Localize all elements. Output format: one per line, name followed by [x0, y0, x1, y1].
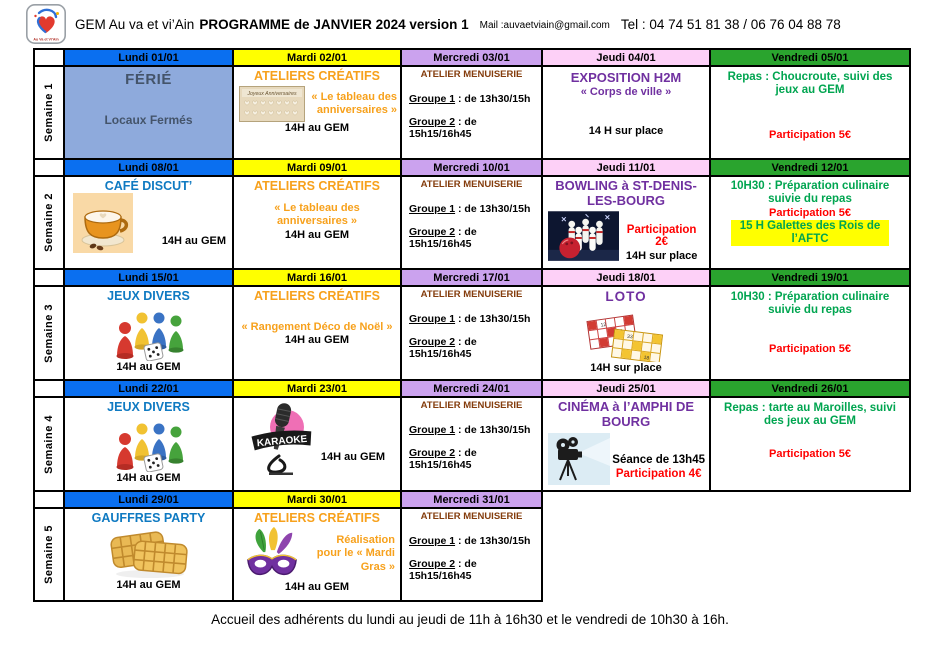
day-header-lundi-22-01: Lundi 22/01	[64, 380, 233, 397]
karaoke-banner-label: KARAOKE	[256, 433, 308, 450]
event-time: 14H au GEM	[284, 122, 350, 134]
event-cell-karaoke	[233, 397, 401, 491]
event-title: JEUX DIVERS	[107, 400, 190, 415]
week-label: Semaine 2	[43, 193, 55, 252]
event-title: ATELIER MENUISERIE	[420, 511, 523, 523]
day-header-vendredi-12-01: Vendredi 12/01	[710, 159, 910, 176]
event-cell-repas	[710, 397, 910, 491]
corner-cell	[34, 380, 64, 397]
event-title: ATELIERS CRÉATIFS	[254, 289, 380, 303]
event-time: 14H au GEM	[116, 579, 181, 592]
event-title: ATELIERS CRÉATIFS	[254, 179, 380, 193]
event-time: 14H au GEM	[116, 361, 181, 373]
event-title: EXPOSITION H2M	[570, 70, 682, 85]
board-game-pawns-icon	[109, 416, 189, 472]
week-label-cell	[34, 508, 64, 601]
group1-line: Groupe 1 : de 13h30/15h	[409, 424, 531, 437]
week-label-cell	[34, 286, 64, 380]
event-time: 14H sur place	[590, 362, 662, 375]
film-projector-icon	[548, 433, 610, 485]
week2-content-row	[34, 176, 910, 269]
day-header-mardi-09-01: Mardi 09/01	[233, 159, 401, 176]
week-label-cell	[34, 66, 64, 159]
event-title: ATELIER MENUISERIE	[420, 69, 523, 80]
day-header-lundi-15-01: Lundi 15/01	[64, 269, 233, 286]
event-cell-ateliers-creatifs	[233, 508, 401, 601]
event-cell-jeux-divers	[64, 286, 233, 380]
event-cell-gauffres	[64, 508, 233, 601]
event-title: GAUFFRES PARTY	[91, 511, 206, 526]
event-title: ATELIER MENUISERIE	[420, 400, 523, 412]
carnival-mask-icon	[245, 527, 299, 581]
group1-line: Groupe 1 : de 13h30/15h	[409, 203, 531, 215]
group2-line: Groupe 2 : de 15h15/16h45	[409, 447, 477, 472]
day-header-mardi-30-01: Mardi 30/01	[233, 491, 401, 508]
board-game-pawns-icon	[109, 305, 189, 361]
svg-text:12: 12	[600, 321, 607, 329]
event-title: Repas : tarte au Maroilles, suivi des jeux au GEM	[724, 402, 896, 427]
event-cell-menuiserie	[401, 508, 542, 601]
event-cell-repas	[710, 66, 910, 159]
week4-content-row	[34, 397, 910, 491]
coffee-cup-icon	[73, 193, 133, 253]
empty-cell	[710, 491, 910, 508]
event-fee: Participation 2€	[626, 224, 697, 249]
document-header	[26, 4, 841, 44]
waffles-icon	[106, 529, 192, 579]
event-time: 14H sur place	[625, 250, 698, 263]
bowling-pins-icon	[548, 211, 619, 261]
week3-content-row	[34, 286, 910, 380]
event-time: 14H au GEM	[116, 472, 181, 485]
week-label-cell	[34, 397, 64, 491]
week3-day-header-row	[34, 269, 910, 286]
event-time: 14H au GEM	[320, 451, 386, 464]
day-header-vendredi-19-01: Vendredi 19/01	[710, 269, 910, 286]
corner-cell	[34, 269, 64, 286]
event-title: 10H30 : Préparation culinaire suivie du repas	[730, 180, 890, 205]
day-header-jeudi-25-01: Jeudi 25/01	[542, 380, 710, 397]
event-cell-menuiserie	[401, 66, 542, 159]
event-fee: Participation 5€	[769, 447, 851, 460]
week5-day-header-row	[34, 491, 910, 508]
event-title: ATELIERS CRÉATIFS	[254, 69, 380, 83]
event-title: ATELIERS CRÉATIFS	[254, 511, 380, 526]
event-cell-ferie	[64, 66, 233, 159]
empty-cell	[710, 508, 910, 601]
contact-email: Mail :auvaetviain@gmail.com	[479, 20, 610, 31]
group1-line: Groupe 1 : de 13h30/15h	[409, 535, 531, 548]
event-cell-repas	[710, 286, 910, 380]
karaoke-microphone-icon	[249, 400, 315, 476]
svg-text:18: 18	[643, 355, 650, 362]
event-title: ATELIER MENUISERIE	[420, 289, 523, 300]
week-label: Semaine 1	[43, 83, 55, 142]
event-cell-bowling	[542, 176, 710, 269]
day-header-mercredi-10-01: Mercredi 10/01	[401, 159, 542, 176]
event-time: Séance de 13h45	[612, 454, 705, 467]
opening-hours-note: Accueil des adhérents du lundi au jeudi de 11h à 16h30 et le vendredi de 10h30 à 16h.	[211, 612, 729, 627]
event-fee: Participation 5€	[769, 128, 851, 141]
event-fee: Participation 4€	[615, 468, 702, 481]
event-title: BOWLING à ST-DENIS-LES-BOURG	[555, 178, 697, 208]
event-cell-menuiserie	[401, 286, 542, 380]
day-header-mercredi-17-01: Mercredi 17/01	[401, 269, 542, 286]
week1-content-row	[34, 66, 910, 159]
event-title: Repas : Choucroute, suivi des jeux au GEM	[727, 71, 893, 96]
event-title: LOTO	[605, 289, 647, 304]
event-subtitle: « Rangement Déco de Noël »	[241, 321, 393, 333]
corner-cell	[34, 159, 64, 176]
week-label: Semaine 3	[43, 303, 55, 363]
empty-cell	[542, 508, 710, 601]
event-time: 14H au GEM	[284, 581, 350, 594]
empty-cell	[542, 491, 710, 508]
day-header-mardi-16-01: Mardi 16/01	[233, 269, 401, 286]
event-fee: Participation 5€	[769, 342, 851, 355]
day-header-mercredi-03-01: Mercredi 03/01	[401, 49, 542, 66]
day-header-mardi-23-01: Mardi 23/01	[233, 380, 401, 397]
week-label: Semaine 5	[43, 525, 55, 585]
week1-day-header-row	[34, 49, 910, 66]
group2-line: Groupe 2 : de 15h15/16h45	[409, 226, 477, 250]
page-title: PROGRAMME de JANVIER 2024 version 1	[199, 16, 469, 32]
event-title: CINÉMA à l’AMPHI DE BOURG	[557, 399, 695, 429]
event-cell-menuiserie	[401, 176, 542, 269]
week-label-cell	[34, 176, 64, 269]
day-header-lundi-29-01: Lundi 29/01	[64, 491, 233, 508]
event-cell-exposition	[542, 66, 710, 159]
day-header-lundi-08-01: Lundi 08/01	[64, 159, 233, 176]
event-fee: Participation 5€	[769, 206, 851, 219]
event-time: 14H au GEM	[284, 334, 350, 347]
svg-text:33: 33	[626, 333, 633, 341]
event-subtitle: « Le tableau des anniversaires »	[311, 90, 397, 116]
day-header-vendredi-26-01: Vendredi 26/01	[710, 380, 910, 397]
program-table	[33, 48, 911, 602]
event-cell-cafe-discut	[64, 176, 233, 269]
day-header-lundi-01-01: Lundi 01/01	[64, 49, 233, 66]
birthday-board-photo-icon	[239, 86, 305, 122]
event-cell-ateliers-creatifs	[233, 176, 401, 269]
day-header-jeudi-18-01: Jeudi 18/01	[542, 269, 710, 286]
logo-caption: Au Va et Vi’Ain	[33, 37, 59, 42]
day-header-jeudi-11-01: Jeudi 11/01	[542, 159, 710, 176]
event-subtitle: « Corps de ville »	[580, 85, 672, 98]
event-time: 14 H sur place	[588, 124, 664, 137]
week5-content-row	[34, 508, 910, 601]
corner-cell	[34, 49, 64, 66]
event-cell-loto	[542, 286, 710, 380]
event-note: Locaux Fermés	[104, 112, 193, 127]
group1-line: Groupe 1 : de 13h30/15h	[409, 93, 531, 105]
week-label: Semaine 4	[43, 414, 55, 474]
event-cell-jeux-divers	[64, 397, 233, 491]
event-cell-ateliers-creatifs	[233, 66, 401, 159]
corner-cell	[34, 491, 64, 508]
contact-phone: Tel : 04 74 51 81 38 / 06 76 04 88 78	[620, 16, 841, 32]
event-title: JEUX DIVERS	[107, 289, 190, 303]
event-cell-ateliers-creatifs	[233, 286, 401, 380]
day-header-mardi-02-01: Mardi 02/01	[233, 49, 401, 66]
event-title: 10H30 : Préparation culinaire suivie du repas	[730, 291, 890, 316]
event-title: CAFÉ DISCUT’	[104, 179, 193, 193]
event-cell-cinema	[542, 397, 710, 491]
day-header-mercredi-31-01: Mercredi 31/01	[401, 491, 542, 508]
day-header-mercredi-24-01: Mercredi 24/01	[401, 380, 542, 397]
gem-logo-icon	[26, 4, 66, 44]
event-title: ATELIER MENUISERIE	[420, 179, 523, 190]
event-highlight: 15 H Galettes des Rois de l’AFTC	[731, 220, 889, 246]
group2-line: Groupe 2 : de 15h15/16h45	[409, 336, 477, 360]
group1-line: Groupe 1 : de 13h30/15h	[409, 313, 531, 325]
loto-cards-icon	[585, 312, 667, 362]
group2-line: Groupe 2 : de 15h15/16h45	[409, 116, 477, 140]
group2-line: Groupe 2 : de 15h15/16h45	[409, 558, 477, 583]
week2-day-header-row	[34, 159, 910, 176]
event-subtitle: « Le tableau des anniversaires »	[274, 202, 360, 228]
event-cell-menuiserie	[401, 397, 542, 491]
birthday-board-caption: Joyeux Anniversaires	[247, 91, 297, 97]
org-name: GEM Au va et vi’Ain	[75, 16, 195, 32]
day-header-vendredi-05-01: Vendredi 05/01	[710, 49, 910, 66]
week4-day-header-row	[34, 380, 910, 397]
event-subtitle: Réalisation pour le « Mardi Gras »	[316, 534, 395, 573]
day-header-jeudi-04-01: Jeudi 04/01	[542, 49, 710, 66]
event-cell-repas-galettes	[710, 176, 910, 269]
event-time: 14H au GEM	[284, 228, 350, 241]
event-time: 14H au GEM	[161, 235, 226, 247]
event-title: FÉRIÉ	[125, 71, 172, 88]
